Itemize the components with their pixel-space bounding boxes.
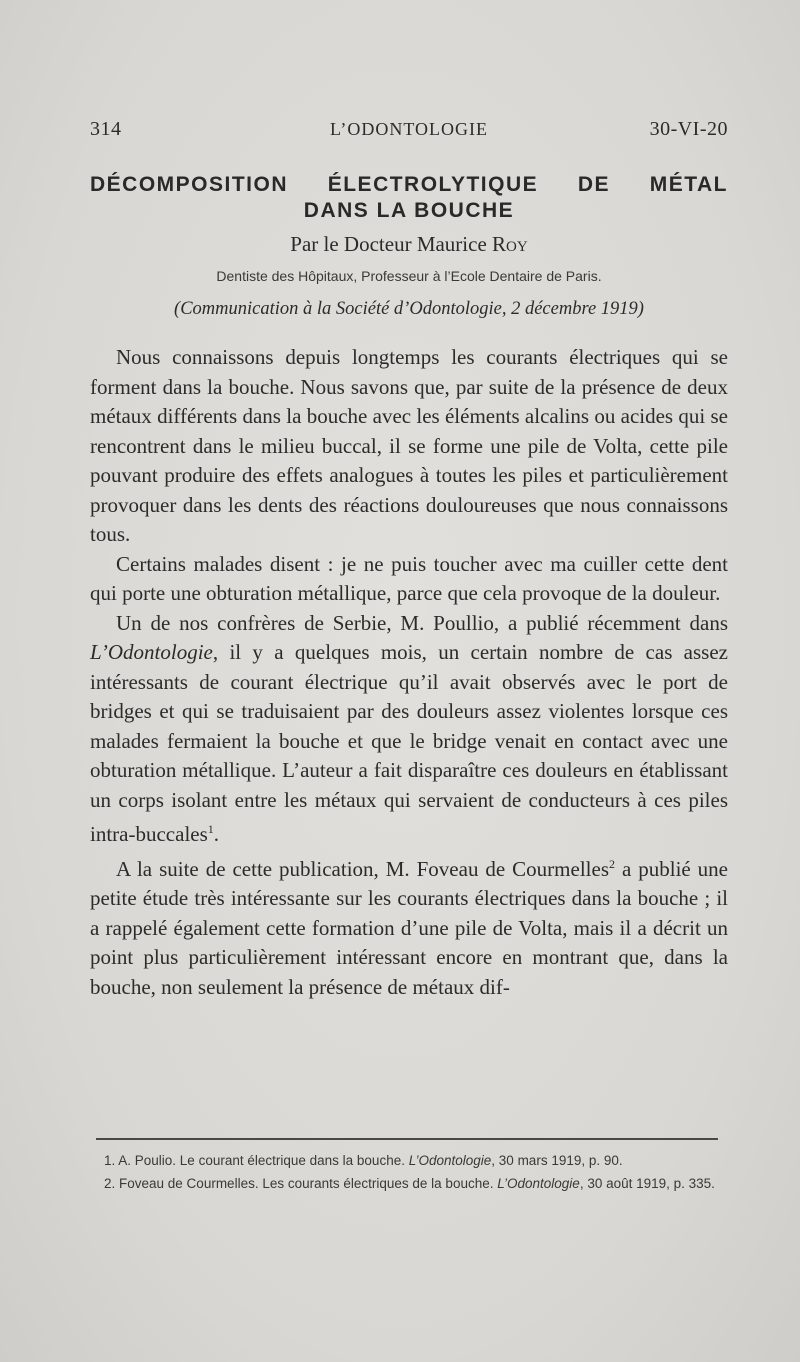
paragraph-1: Nous connaissons depuis longtemps les courants électriques qui se forment dans la bouche. Nous savons que, par suite de la présence de deux métaux différents dans la bouche avec les éléments alcalins ou acides qui se rencontrent dans le milieu buccal, il se forme une pile de Volta, cette pile pouvant produire des effets analogues à toutes les piles et particulièrement provoquer dans les dents des réactions douloureuses que nous connaissons tous. (90, 345, 728, 546)
paragraph-3-end: . (213, 822, 220, 846)
title-line-1: DÉCOMPOSITION ÉLECTROLYTIQUE DE MÉTAL (90, 173, 728, 196)
author-affiliation: Dentiste des Hôpitaux, Professeur à l’Ecole Dentaire de Paris. (216, 268, 602, 284)
article-body (90, 343, 728, 1002)
footnote-1 (104, 1150, 726, 1171)
journal-title: L’ODONTOLOGIE (330, 119, 488, 139)
footnote-1-text-b: , 30 mars 1919, p. 90. (491, 1153, 623, 1168)
article-title (90, 172, 728, 224)
paragraph-4-text-a: A la suite de cette publication, M. Foveau de Courmelles (116, 856, 609, 881)
footnote-ref-2: 2 (609, 856, 615, 871)
footnotes (104, 1150, 726, 1196)
communication-note: (Communication à la Société d’Odontologie, 2 décembre 1919) (174, 299, 644, 319)
paragraph-4 (90, 850, 728, 1003)
paragraph-3 (90, 609, 728, 850)
footnote-1-journal: L’Odontologie (408, 1153, 492, 1168)
paragraph-2: Certains malades disent : je ne puis toucher avec ma cuiller cette dent qui porte une obturation métallique, parce que cela provoque de la douleur. (90, 551, 728, 605)
paragraph-3-text-a: Un de nos confrères de Serbie, M. Poullio, a publié récemment dans (116, 610, 728, 635)
footnote-1-text-a: 1. A. Poulio. Le courant électrique dans la bouche. (104, 1153, 409, 1168)
page-number: 314 (90, 118, 122, 140)
author-surname: Roy (492, 232, 528, 256)
journal-citation: L’Odontologie (90, 640, 213, 664)
footnote-2-text-a: 2. Foveau de Courmelles. Les courants électriques de la bouche. (104, 1176, 498, 1191)
issue-date: 30-VI-20 (649, 118, 728, 140)
footnote-ref-1: 1 (207, 822, 214, 836)
paragraph-4-text-b: a publié une petite étude très intéressante sur les courants électriques dans la bouche ; il a rappelé également cette formation d’une pile de Volta, mais il a décrit un point plus particulièrement intéressant encore en montrant que, dans la bouche, non seulement la présence de métaux dif- (90, 856, 728, 999)
title-line-2: DANS LA BOUCHE (303, 199, 515, 222)
paragraph-3-text-b: , il y a quelques mois, un certain nombre de cas assez intéressants de courant électrique qu’il avait observés avec le port de bridges et qui se traduisaient par des douleurs assez violentes lorsque ces malades fermaient la bouche et que le bridge venait en contact avec une obturation métallique. L’auteur a fait disparaître ces douleurs en établissant un corps isolant entre les métaux qui servaient de conducteurs à ces piles intra-buccales (90, 640, 728, 846)
footnote-2-journal: L’Odontologie (497, 1176, 580, 1191)
footnote-divider (96, 1138, 718, 1140)
footnote-2-text-b: , 30 août 1919, p. 335. (579, 1176, 715, 1191)
author-prefix: Par le Docteur Maurice (290, 232, 493, 256)
running-head (90, 118, 728, 146)
footnote-2 (104, 1173, 726, 1194)
author-line (90, 232, 728, 257)
